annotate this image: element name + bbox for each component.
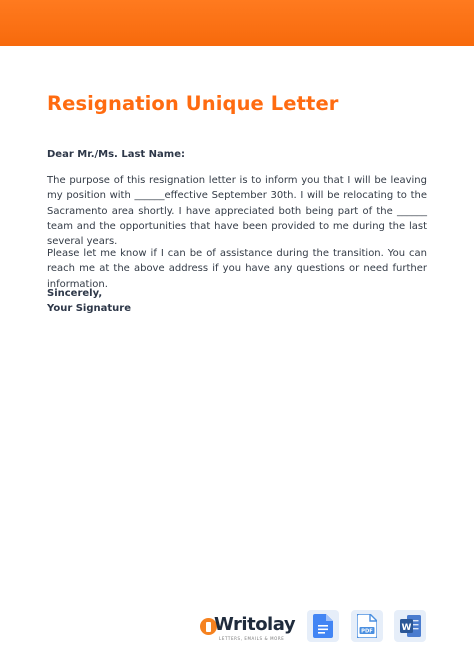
google-docs-icon[interactable] bbox=[307, 610, 339, 642]
writolay-logo[interactable] bbox=[200, 615, 300, 645]
paragraph-1: The purpose of this resignation letter is to inform you that I will be leaving my position with ______effective September 30th. I will be relocating to the Sacramento area shortly. I have appreciated both being part of the ______ team and the opportunities that have been provided to me during the last several years. bbox=[47, 175, 427, 248]
pdf-icon[interactable] bbox=[351, 610, 383, 642]
pdf-icon-label: PDF bbox=[361, 628, 373, 635]
footer bbox=[200, 610, 432, 646]
sign-off bbox=[47, 286, 131, 316]
letter-title: Resignation Unique Letter bbox=[47, 92, 339, 115]
word-icon-label: W bbox=[401, 622, 412, 633]
closing: Sincerely, bbox=[47, 288, 103, 299]
signature: Your Signature bbox=[47, 303, 131, 314]
salutation: Dear Mr./Ms. Last Name: bbox=[47, 149, 185, 160]
logo-tagline: LETTERS, EMAILS & MORE bbox=[219, 636, 285, 641]
header-band bbox=[0, 0, 474, 46]
paragraph-2: Please let me know if I can be of assistance during the transition. You can reach me at the above address if you have any questions or need further information. bbox=[47, 248, 427, 290]
word-icon[interactable] bbox=[394, 610, 426, 642]
logo-text: Writolay bbox=[214, 614, 296, 635]
